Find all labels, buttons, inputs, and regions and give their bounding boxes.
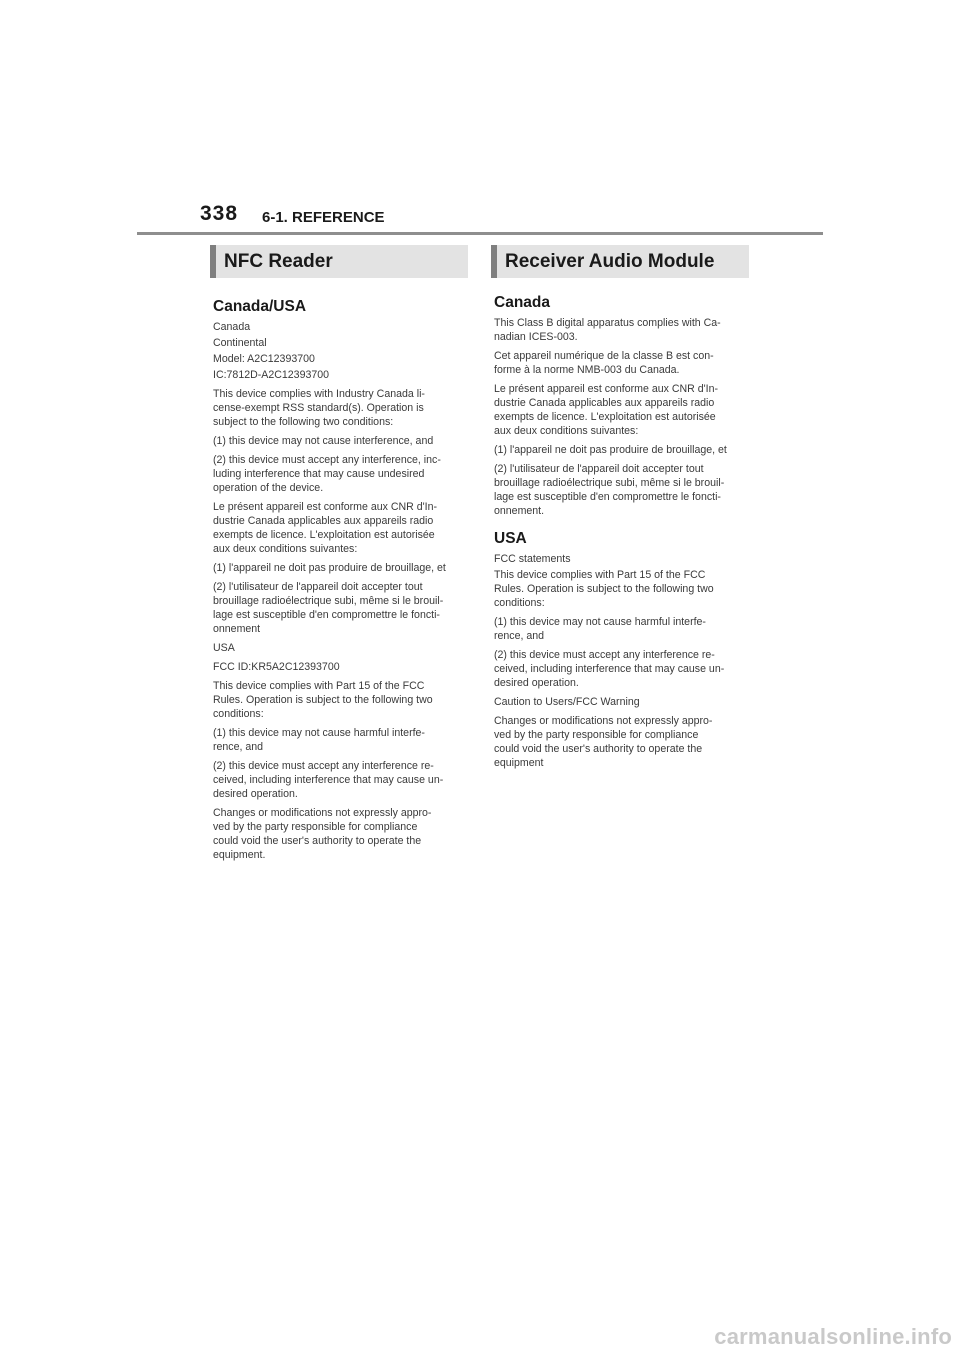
body-paragraph: (2) this device must accept any interference re- ceived, including interference that may cause un- desired operation. <box>494 649 725 689</box>
nfc-reader-title: NFC Reader <box>224 250 333 272</box>
body-paragraph: USA <box>213 642 235 654</box>
body-paragraph: Le présent appareil est conforme aux CNR d'In- dustrie Canada applicables aux appareils radio exempts de licence. L'exploitation est autorisée aux deux conditions suivantes: <box>213 501 438 555</box>
body-paragraph: This device complies with Industry Canada li- cense-exempt RSS standard(s). Operation is subject to the following two conditions: <box>213 388 425 428</box>
canada-usa-heading: Canada/USA <box>213 298 307 315</box>
body-paragraph: (1) l'appareil ne doit pas produire de brouillage, et <box>213 562 446 574</box>
receiver-audio-module-column <box>491 245 749 775</box>
receiver-audio-module-title-band <box>491 245 749 278</box>
nfc-reader-body <box>210 320 468 862</box>
body-paragraph: Changes or modifications not expressly appro- ved by the party responsible for compliance could void the user's authority to operate the equipment. <box>213 807 432 861</box>
body-paragraph: (1) l'appareil ne doit pas produire de brouillage, et <box>494 444 727 456</box>
body-paragraph: IC:7812D-A2C12393700 <box>213 369 330 381</box>
body-paragraph: (2) this device must accept any interference re- ceived, including interference that may cause un- desired operation. <box>213 760 444 800</box>
header-divider <box>137 232 823 235</box>
body-paragraph: (2) l'utilisateur de l'appareil doit accepter tout brouillage radioélectrique subi, même si le brouil- lage est susceptible d'en compromettre le foncti- onnement <box>213 581 444 635</box>
body-paragraph: This device complies with Part 15 of the FCC Rules. Operation is subject to the following two conditions: <box>494 569 714 609</box>
body-paragraph: FCC statements <box>494 553 571 565</box>
body-paragraph: FCC ID:KR5A2C12393700 <box>213 661 340 673</box>
usa-heading: USA <box>494 530 527 547</box>
body-paragraph: (2) l'utilisateur de l'appareil doit accepter tout brouillage radioélectrique subi, même si le brouil- lage est susceptible d'en compromettre le foncti- onnement. <box>494 463 725 517</box>
receiver-audio-module-title: Receiver Audio Module <box>505 250 715 272</box>
canada-heading: Canada <box>494 294 550 311</box>
nfc-reader-column <box>210 245 468 867</box>
body-paragraph: This Class B digital apparatus complies with Ca- nadian ICES-003. <box>494 317 721 343</box>
body-paragraph: (2) this device must accept any interference, inc- luding interference that may cause undesired operation of the device. <box>213 454 441 494</box>
body-paragraph: (1) this device may not cause interference, and <box>213 435 434 447</box>
body-paragraph: (1) this device may not cause harmful interfe- rence, and <box>213 727 425 753</box>
nfc-reader-title-band <box>210 245 468 278</box>
body-paragraph: Cet appareil numérique de la classe B est con- forme à la norme NMB-003 du Canada. <box>494 350 714 376</box>
body-paragraph: This device complies with Part 15 of the FCC Rules. Operation is subject to the following two conditions: <box>213 680 433 720</box>
page-number: 338 <box>200 202 239 225</box>
body-paragraph: Changes or modifications not expressly appro- ved by the party responsible for compliance could void the user's authority to operate the equipment <box>494 715 713 769</box>
body-paragraph: Model: A2C12393700 <box>213 353 315 365</box>
receiver-canada-body <box>491 316 749 518</box>
body-paragraph: Le présent appareil est conforme aux CNR d'In- dustrie Canada applicables aux appareils radio exempts de licence. L'exploitation est autorisée aux deux conditions suivantes: <box>494 383 719 437</box>
site-watermark: carmanualsonline.info <box>714 1324 952 1349</box>
receiver-usa-body <box>491 552 749 770</box>
body-paragraph: Continental <box>213 337 267 349</box>
body-paragraph: (1) this device may not cause harmful interfe- rence, and <box>494 616 706 642</box>
section-title: 6-1. REFERENCE <box>262 209 385 226</box>
body-paragraph: Canada <box>213 321 251 333</box>
body-paragraph: Caution to Users/FCC Warning <box>494 696 640 708</box>
